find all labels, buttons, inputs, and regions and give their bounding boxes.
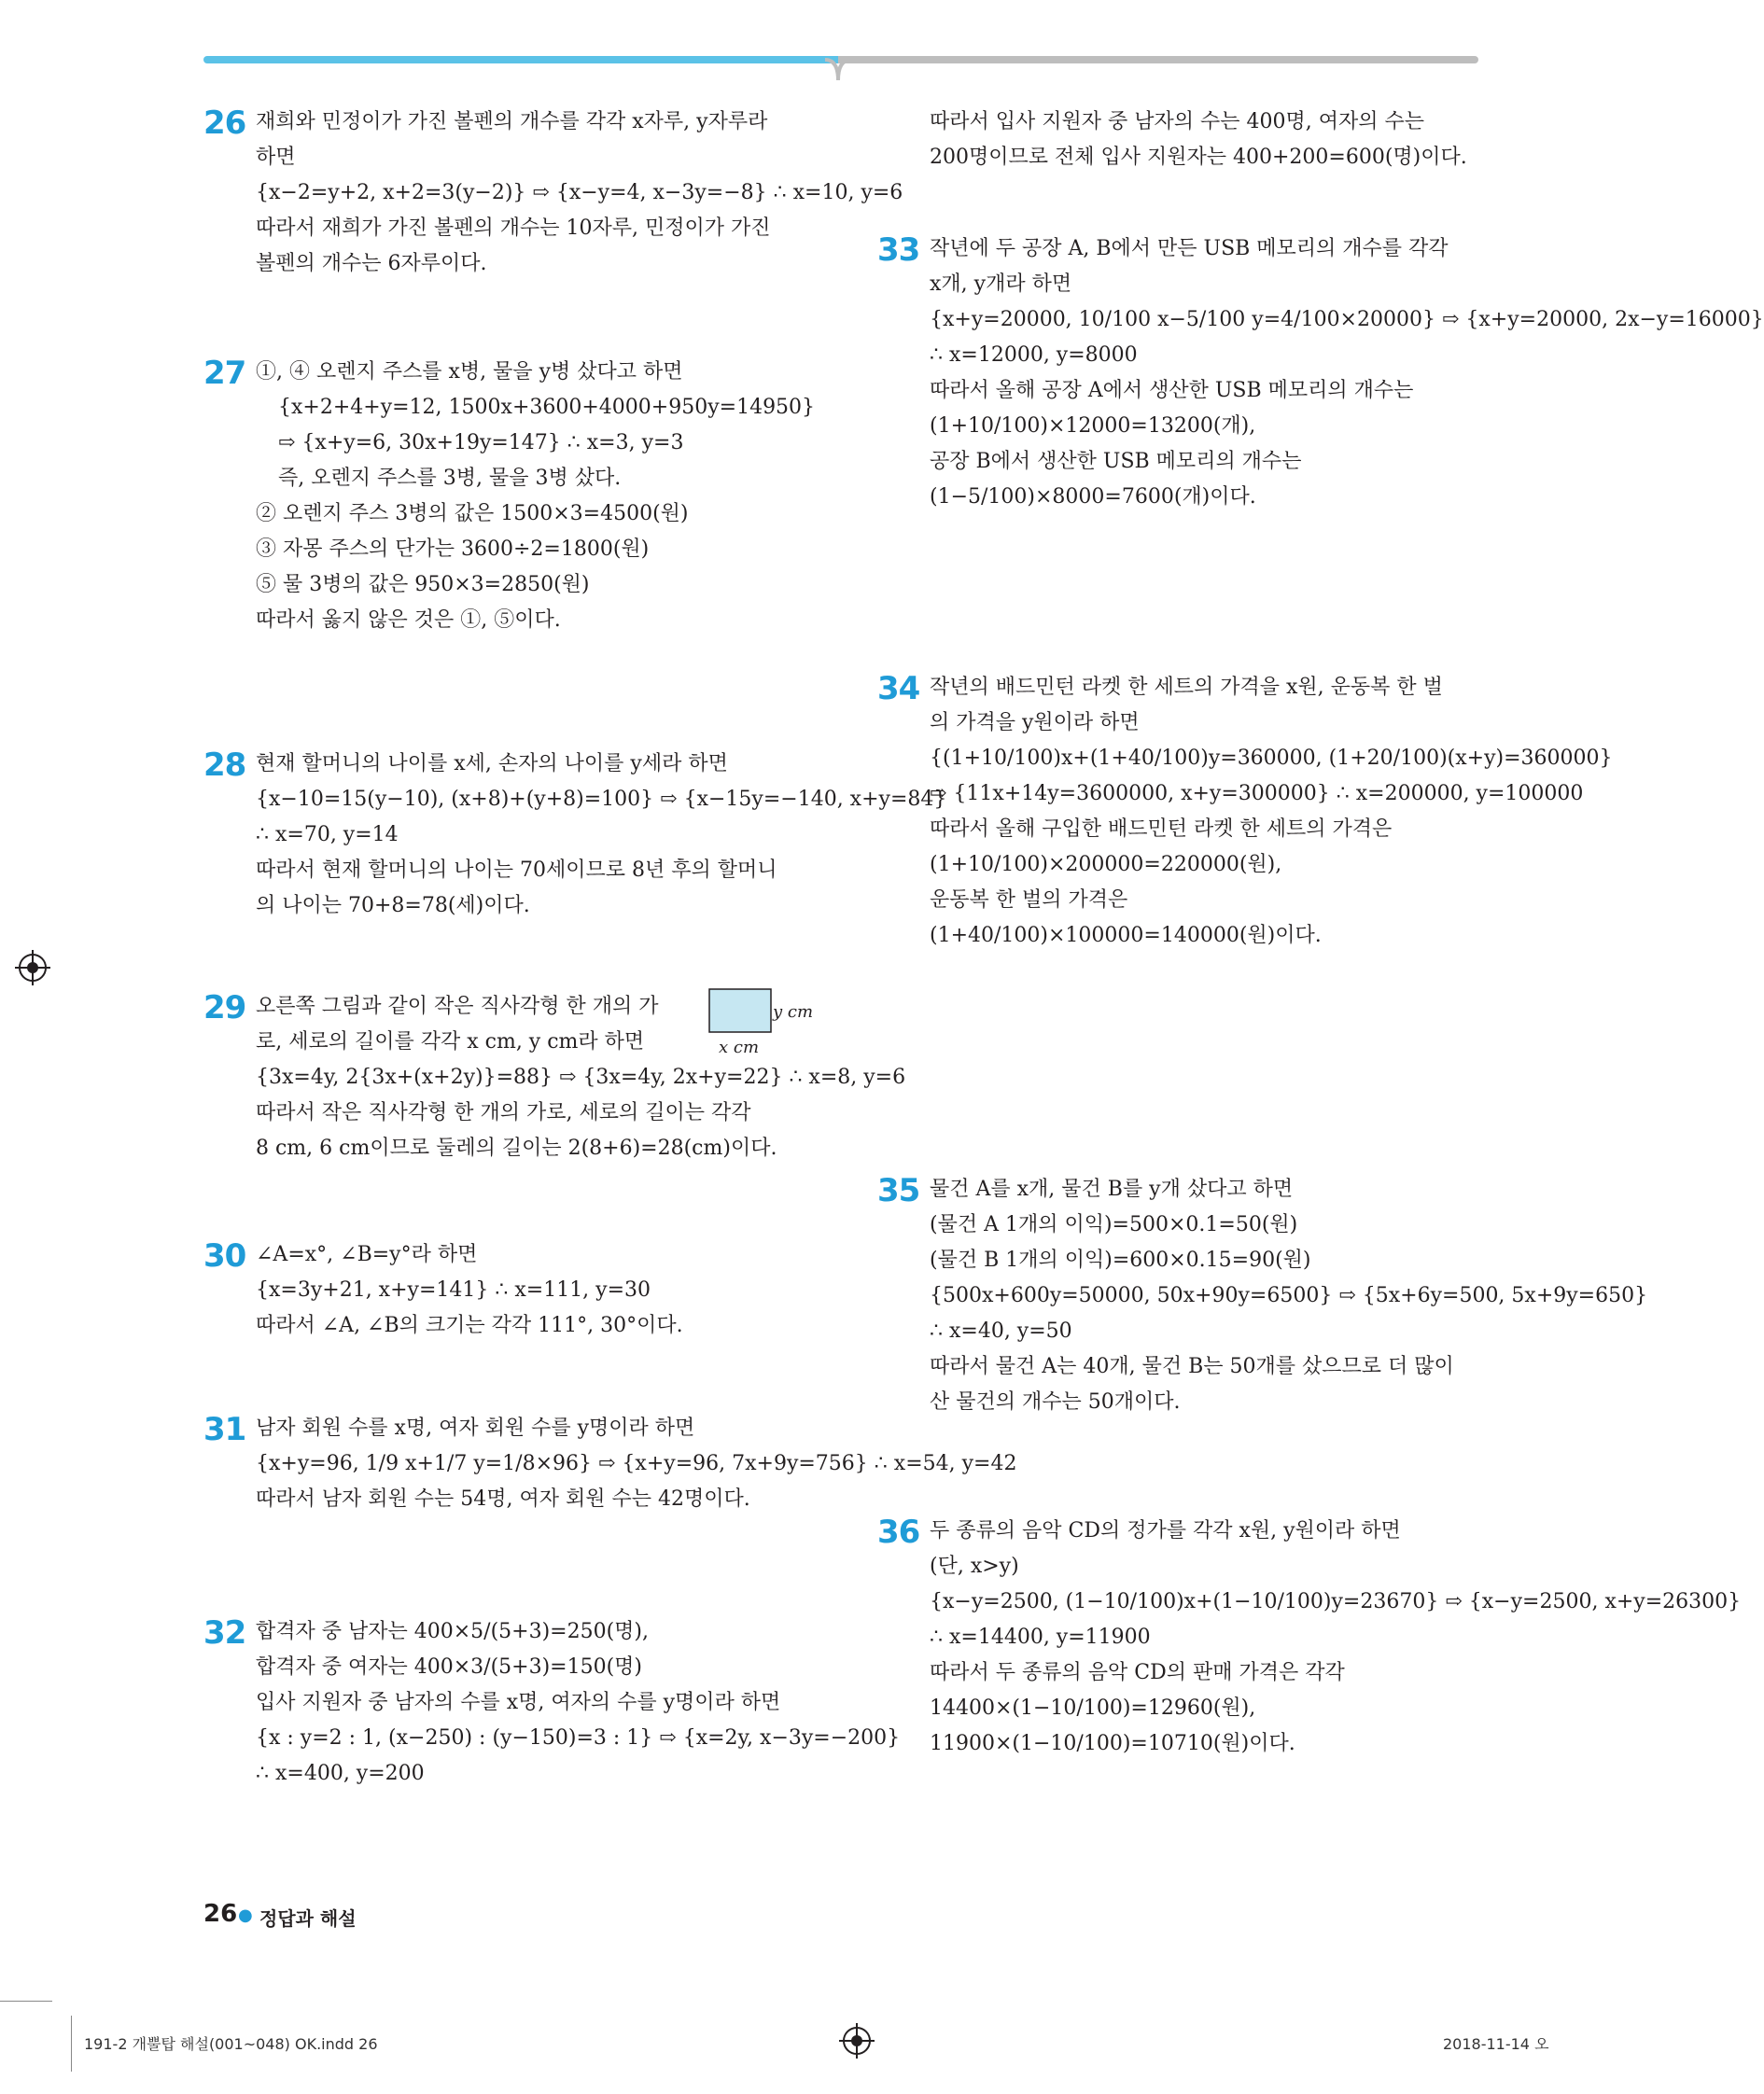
text-line: (물건 B 1개의 이익)=600×0.15=90(원) bbox=[930, 1249, 1311, 1272]
text-line: 공장 B에서 생산한 USB 메모리의 개수는 bbox=[930, 450, 1302, 473]
problem-body bbox=[256, 1411, 1017, 1517]
equation-line: {x+y=20000, 10/100 x−5/100 y=4/100×20000} ⇨ {x+y=20000, 2x−y=16000} bbox=[930, 308, 1764, 331]
text-line: 작년에 두 공장 A, B에서 만든 USB 메모리의 개수를 각각 bbox=[930, 237, 1449, 260]
text-line: 따라서 남자 회원 수는 54명, 여자 회원 수는 42명이다. bbox=[256, 1487, 750, 1511]
equation-line: ∴ x=70, y=14 bbox=[256, 823, 399, 846]
figure-x-label: x cm bbox=[719, 1038, 760, 1057]
text-line: 두 종류의 음악 CD의 정가를 각각 x원, y원이라 하면 bbox=[930, 1519, 1401, 1543]
problem-body bbox=[256, 747, 947, 924]
text-line: 작년의 배드민턴 라켓 한 세트의 가격을 x원, 운동복 한 벌 bbox=[930, 676, 1443, 699]
equation-line: {x−y=2500, (1−10/100)x+(1−10/100)y=23670} ⇨ {x−y=2500, x+y=26300} bbox=[930, 1590, 1742, 1613]
problem-number: 27 bbox=[203, 355, 246, 392]
problem-body bbox=[256, 1614, 901, 1792]
text-line: 재희와 민정이가 가진 볼펜의 개수를 각각 x자루, y자루라 bbox=[256, 110, 768, 133]
rectangle-figure bbox=[704, 984, 814, 1068]
registration-mark-icon bbox=[843, 2027, 871, 2055]
section-title: 정답과 해설 bbox=[259, 1907, 357, 1930]
text-line: 따라서 ∠A, ∠B의 크기는 각각 111°, 30°이다. bbox=[256, 1314, 683, 1337]
text-line: 따라서 현재 할머니의 나이는 70세이므로 8년 후의 할머니 bbox=[256, 859, 777, 882]
text-line: (물건 A 1개의 이익)=500×0.1=50(원) bbox=[930, 1213, 1298, 1236]
text-line: 8 cm, 6 cm이므로 둘레의 길이는 2(8+6)=28(cm)이다. bbox=[256, 1137, 777, 1160]
text-line: 합격자 중 여자는 400×3/(5+3)=150(명) bbox=[256, 1655, 643, 1679]
bullet-icon: ● bbox=[238, 1906, 253, 1925]
text-line: 입사 지원자 중 남자의 수를 x명, 여자의 수를 y명이라 하면 bbox=[256, 1691, 781, 1714]
text-line: 따라서 물건 A는 40개, 물건 B는 50개를 샀으므로 더 많이 bbox=[930, 1355, 1454, 1378]
slug-filename: 191-2 개뿔탑 해설(001~048) OK.indd 26 bbox=[84, 2035, 378, 2053]
text-line: 볼펜의 개수는 6자루이다. bbox=[256, 252, 487, 275]
crop-mark bbox=[71, 2016, 72, 2072]
text-line: 남자 회원 수를 x명, 여자 회원 수를 y명이라 하면 bbox=[256, 1417, 695, 1440]
crop-mark bbox=[0, 2001, 52, 2002]
problem-body bbox=[930, 670, 1613, 954]
problem-number: 33 bbox=[877, 231, 920, 269]
text-line: ①, ④ 오렌지 주스를 x병, 물을 y병 샀다고 하면 bbox=[256, 360, 683, 384]
equation-line: 14400×(1−10/100)=12960(원), bbox=[930, 1696, 1256, 1720]
figure-y-label: y cm bbox=[773, 1002, 814, 1022]
text-line: 오른쪽 그림과 같이 작은 직사각형 한 개의 가 bbox=[256, 995, 659, 1018]
text-line: 하면 bbox=[256, 146, 296, 169]
text-line: 따라서 재희가 가진 볼펜의 개수는 10자루, 민정이가 가진 bbox=[256, 216, 771, 240]
text-line: 운동복 한 벌의 가격은 bbox=[930, 888, 1128, 912]
problem-body bbox=[930, 231, 1764, 515]
text-line: x개, y개라 하면 bbox=[930, 272, 1072, 296]
text-line: 현재 할머니의 나이를 x세, 손자의 나이를 y세라 하면 bbox=[256, 752, 728, 775]
top-bar-blue bbox=[203, 56, 838, 63]
equation-line: {500x+600y=50000, 50x+90y=6500} ⇨ {5x+6y=500, 5x+9y=650} bbox=[930, 1284, 1648, 1307]
problem-number: 36 bbox=[877, 1514, 920, 1551]
text-line: (단, x>y) bbox=[930, 1555, 1019, 1578]
text-line: 산 물건의 개수는 50개이다. bbox=[930, 1390, 1181, 1414]
equation-line: {x−2=y+2, x+2=3(y−2)} ⇨ {x−y=4, x−3y=−8} ∴ x=10, y=6 bbox=[256, 181, 903, 204]
figure-rectangle bbox=[709, 989, 771, 1032]
text-line: ② 오렌지 주스 3병의 값은 1500×3=4500(원) bbox=[256, 502, 689, 525]
slug-date: 2018-11-14 오 bbox=[1443, 2035, 1549, 2053]
text-line: 합격자 중 남자는 400×5/(5+3)=250(명), bbox=[256, 1620, 650, 1643]
text-line: 의 나이는 70+8=78(세)이다. bbox=[256, 894, 530, 917]
equation-line: {x=3y+21, x+y=141} ∴ x=111, y=30 bbox=[256, 1278, 651, 1302]
top-bar-gray bbox=[838, 56, 1478, 63]
text-line: ⑤ 물 3병의 값은 950×3=2850(원) bbox=[256, 573, 590, 596]
equation-line: {(1+10/100)x+(1+40/100)y=360000, (1+20/100)(x+y)=360000} bbox=[930, 747, 1613, 770]
equation-line: {x−10=15(y−10), (x+8)+(y+8)=100} ⇨ {x−15y=−140, x+y=84} bbox=[256, 788, 947, 811]
problem-number: 28 bbox=[203, 747, 246, 784]
equation-line: ∴ x=12000, y=8000 bbox=[930, 343, 1138, 367]
equation-line: ∴ x=400, y=200 bbox=[256, 1762, 425, 1785]
problem-body bbox=[930, 1514, 1742, 1762]
problem-body bbox=[930, 1172, 1648, 1420]
equation-line: (1+10/100)×12000=13200(개), bbox=[930, 414, 1256, 438]
problem-number: 26 bbox=[203, 105, 246, 142]
text-line: 의 가격을 y원이라 하면 bbox=[930, 711, 1140, 734]
equation-line: ∴ x=14400, y=11900 bbox=[930, 1626, 1151, 1649]
text-line: ∠A=x°, ∠B=y°라 하면 bbox=[256, 1243, 478, 1266]
equation-line: ∴ x=40, y=50 bbox=[930, 1319, 1072, 1343]
text-line: 따라서 올해 구입한 배드민턴 라켓 한 세트의 가격은 bbox=[930, 817, 1393, 841]
text-line: 따라서 올해 공장 A에서 생산한 USB 메모리의 개수는 bbox=[930, 379, 1414, 402]
text-line: 따라서 입사 지원자 중 남자의 수는 400명, 여자의 수는 bbox=[930, 110, 1424, 133]
problem-number: 30 bbox=[203, 1237, 246, 1275]
text-line: ③ 자몽 주스의 단가는 3600÷2=1800(원) bbox=[256, 537, 650, 561]
problem-body bbox=[930, 105, 1479, 175]
text-line: 물건 A를 x개, 물건 B를 y개 샀다고 하면 bbox=[930, 1178, 1294, 1201]
page-number: 26 bbox=[203, 1900, 238, 1928]
equation-line: (1+10/100)×200000=220000(원), bbox=[930, 853, 1282, 876]
equation-line: {x+2+4+y=12, 1500x+3600+4000+950y=14950} bbox=[278, 396, 816, 419]
problem-number: 35 bbox=[877, 1172, 920, 1209]
text-line: 즉, 오렌지 주스를 3병, 물을 3병 샀다. bbox=[278, 467, 622, 490]
top-bar-notch bbox=[825, 56, 851, 82]
equation-line: ⇨ {x+y=6, 30x+19y=147} ∴ x=3, y=3 bbox=[278, 431, 684, 454]
problem-number: 32 bbox=[203, 1614, 246, 1652]
text-line: 로, 세로의 길이를 각각 x cm, y cm라 하면 bbox=[256, 1030, 645, 1054]
problem-number: 29 bbox=[203, 989, 246, 1026]
equation-line: {x+y=96, 1/9 x+1/7 y=1/8×96} ⇨ {x+y=96, 7x+9y=756} ∴ x=54, y=42 bbox=[256, 1452, 1017, 1475]
equation-line: (1+40/100)×100000=140000(원)이다. bbox=[930, 924, 1322, 947]
text-line: 따라서 옳지 않은 것은 ①, ⑤이다. bbox=[256, 608, 561, 632]
equation-line: {3x=4y, 2{3x+(x+2y)}=88} ⇨ {3x=4y, 2x+y=22} ∴ x=8, y=6 bbox=[256, 1066, 906, 1089]
text-line: 따라서 두 종류의 음악 CD의 판매 가격은 각각 bbox=[930, 1661, 1345, 1684]
text-line: 따라서 작은 직사각형 한 개의 가로, 세로의 길이는 각각 bbox=[256, 1101, 751, 1124]
equation-line: 11900×(1−10/100)=10710(원)이다. bbox=[930, 1732, 1295, 1755]
registration-mark-icon bbox=[19, 954, 47, 982]
text-line: 200명이므로 전체 입사 지원자는 400+200=600(명)이다. bbox=[930, 146, 1467, 169]
problem-body bbox=[256, 355, 816, 638]
equation-line: (1−5/100)×8000=7600(개)이다. bbox=[930, 485, 1256, 509]
problem-body bbox=[256, 1237, 801, 1344]
problem-number: 31 bbox=[203, 1411, 246, 1448]
equation-line: ⇨ {11x+14y=3600000, x+y=300000} ∴ x=200000, y=100000 bbox=[930, 782, 1584, 805]
problem-number: 34 bbox=[877, 670, 920, 707]
equation-line: {x : y=2 : 1, (x−250) : (y−150)=3 : 1} ⇨ {x=2y, x−3y=−200} bbox=[256, 1726, 901, 1750]
